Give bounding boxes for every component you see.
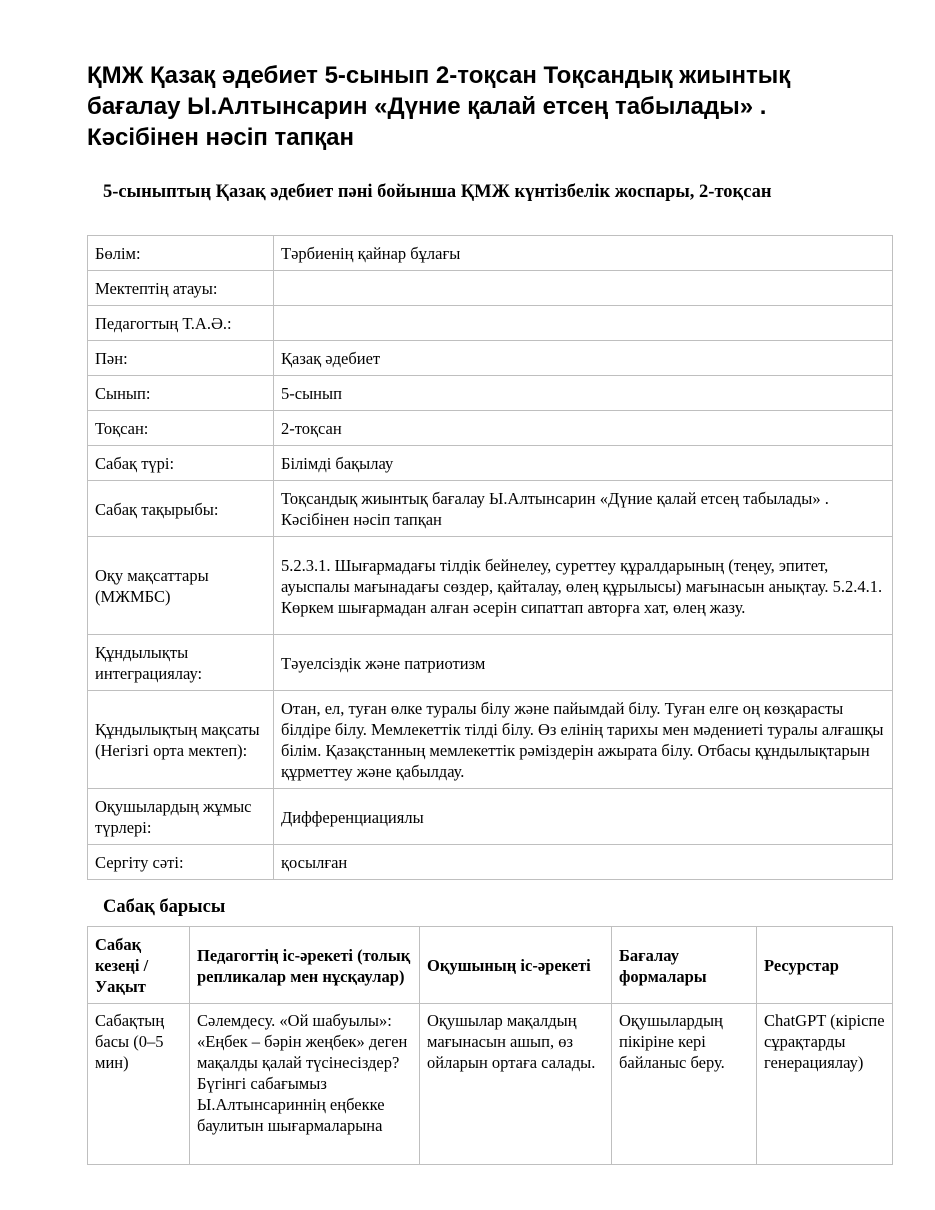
resources-cell: ChatGPT (кіріспе сұрақтарды генерациялау) bbox=[757, 1004, 893, 1165]
row-label: Құндылықтың мақсаты (Негізгі орта мектеп): bbox=[88, 691, 274, 789]
table-row bbox=[88, 537, 893, 635]
row-value bbox=[274, 271, 893, 306]
teacher-activity-cell: Сәлемдесу. «Ой шабуылы»: «Еңбек – бәрін жеңбек» деген мақалды қалай түсінесіздер? Бүгінгі сабағымыз Ы.Алтынсариннің еңбекке баулитын шығармаларына bbox=[190, 1004, 420, 1165]
stage-cell: Сабақтың басы (0–5 мин) bbox=[88, 1004, 190, 1165]
row-value: Отан, ел, туған өлке туралы білу және пайымдай білу. Туған елге оң көзқарасты білдіре білу. Мемлекеттік тілді білу. Өз елінің тарихы мен мәдениеті туралы алғашқы білім. Қазақстанның мемлекеттік рәміздерін ажырата білу. Отбасы құндылықтарын құрметтеу және қабылдау. bbox=[274, 691, 893, 789]
table-row bbox=[88, 411, 893, 446]
row-label: Бөлім: bbox=[88, 236, 274, 271]
row-label: Пән: bbox=[88, 341, 274, 376]
table-row bbox=[88, 376, 893, 411]
row-value: Қазақ әдебиет bbox=[274, 341, 893, 376]
row-label: Сергіту сәті: bbox=[88, 845, 274, 880]
table-row bbox=[88, 481, 893, 537]
column-header: Ресурстар bbox=[757, 927, 893, 1004]
row-value bbox=[274, 306, 893, 341]
row-label: Сабақ түрі: bbox=[88, 446, 274, 481]
document-title: ҚМЖ Қазақ әдебиет 5-сынып 2-тоқсан Тоқсандық жиынтық бағалау Ы.Алтынсарин «Дүние қалай етсең табылады» . Кәсібінен нәсіп тапқан bbox=[87, 62, 791, 151]
plan-heading: 5-сыныптың Қазақ әдебиет пәні бойынша ҚМЖ күнтізбелік жоспары, 2-тоқсан bbox=[103, 182, 772, 202]
row-label: Педагогтың Т.А.Ә.: bbox=[88, 306, 274, 341]
row-value: қосылған bbox=[274, 845, 893, 880]
row-value: 5.2.3.1. Шығармадағы тілдік бейнелеу, суреттеу құралдарының (теңеу, эпитет, ауыспалы мағынадағы сөздер, қайталау, өлең құрылысы) мағынасын анықтау. 5.2.4.1. Көркем шығармадан алған әсерін сипаттап авторға хат, өлең жазу. bbox=[274, 537, 893, 635]
row-value: Білімді бақылау bbox=[274, 446, 893, 481]
table-row bbox=[88, 341, 893, 376]
table-row bbox=[88, 789, 893, 845]
table-row bbox=[88, 236, 893, 271]
lesson-flow-table bbox=[87, 926, 893, 1165]
column-header: Педагогтің іс-әрекеті (толық репликалар мен нұсқаулар) bbox=[190, 927, 420, 1004]
table-row bbox=[88, 635, 893, 691]
column-header: Бағалау формалары bbox=[612, 927, 757, 1004]
table-row bbox=[88, 691, 893, 789]
lesson-info-table bbox=[87, 235, 893, 880]
row-label: Сынып: bbox=[88, 376, 274, 411]
row-value: Тәуелсіздік және патриотизм bbox=[274, 635, 893, 691]
row-value: 2-тоқсан bbox=[274, 411, 893, 446]
table-row bbox=[88, 845, 893, 880]
table-row bbox=[88, 306, 893, 341]
row-label: Тоқсан: bbox=[88, 411, 274, 446]
row-value: 5-сынып bbox=[274, 376, 893, 411]
row-label: Сабақ тақырыбы: bbox=[88, 481, 274, 537]
table-header-row bbox=[88, 927, 893, 1004]
row-value: Тоқсандық жиынтық бағалау Ы.Алтынсарин «Дүние қалай етсең табылады» . Кәсібінен нәсіп тапқан bbox=[274, 481, 893, 537]
table-row bbox=[88, 271, 893, 306]
row-label: Оқушылардың жұмыс түрлері: bbox=[88, 789, 274, 845]
assessment-cell: Оқушылардың пікіріне кері байланыс беру. bbox=[612, 1004, 757, 1165]
table-row bbox=[88, 446, 893, 481]
row-value: Тәрбиенің қайнар бұлағы bbox=[274, 236, 893, 271]
column-header: Сабақ кезеңі / Уақыт bbox=[88, 927, 190, 1004]
row-label: Құндылықты интеграциялау: bbox=[88, 635, 274, 691]
student-activity-cell: Оқушылар мақалдың мағынасын ашып, өз ойларын ортаға салады. bbox=[420, 1004, 612, 1165]
table-row bbox=[88, 1004, 893, 1165]
column-header: Оқушының іс-әрекеті bbox=[420, 927, 612, 1004]
lesson-flow-heading: Сабақ барысы bbox=[103, 897, 226, 917]
row-label: Оқу мақсаттары (МЖМБС) bbox=[88, 537, 274, 635]
row-label: Мектептің атауы: bbox=[88, 271, 274, 306]
row-value: Дифференциациялы bbox=[274, 789, 893, 845]
